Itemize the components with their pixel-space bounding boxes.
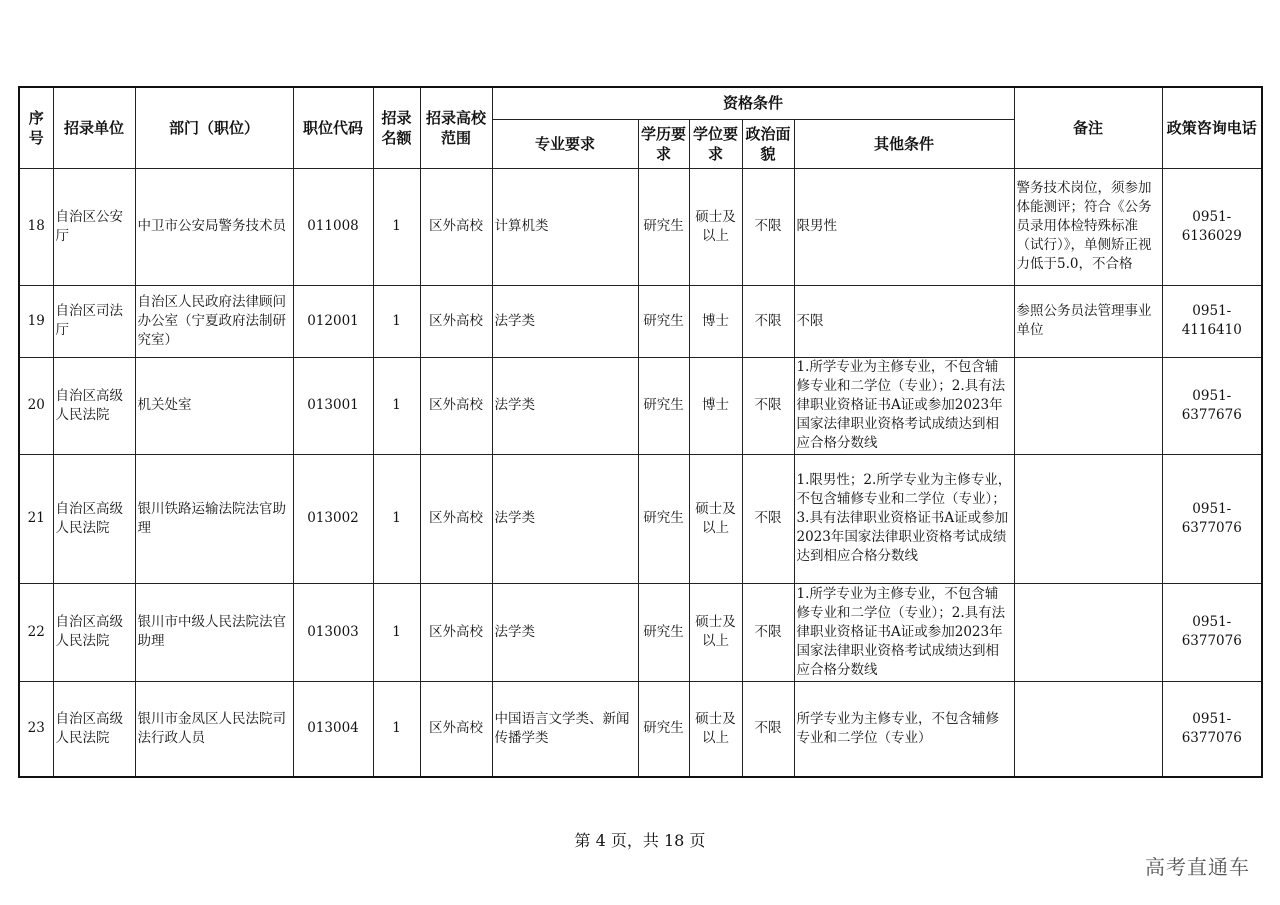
cell-remarks [1014, 454, 1162, 583]
cell-phone: 0951-6136029 [1162, 168, 1262, 285]
cell-unit: 自治区高级人民法院 [53, 681, 135, 777]
cell-political: 不限 [742, 583, 794, 681]
cell-quota: 1 [373, 285, 420, 357]
cell-remarks [1014, 681, 1162, 777]
cell-dept: 中卫市公安局警务技术员 [135, 168, 293, 285]
cell-major: 法学类 [492, 357, 638, 454]
cell-seq: 21 [19, 454, 53, 583]
cell-quota: 1 [373, 357, 420, 454]
cell-phone: 0951-6377076 [1162, 681, 1262, 777]
cell-degree: 硕士及以上 [689, 168, 742, 285]
cell-seq: 18 [19, 168, 53, 285]
cell-phone: 0951-6377676 [1162, 357, 1262, 454]
cell-remarks [1014, 583, 1162, 681]
page-footer: 第 4 页，共 18 页 [574, 831, 706, 850]
watermark: 高考直通车 [1145, 855, 1250, 879]
header-code: 职位代码 [293, 87, 373, 168]
cell-code: 013003 [293, 583, 373, 681]
cell-education: 研究生 [638, 357, 689, 454]
cell-unit: 自治区高级人民法院 [53, 454, 135, 583]
cell-degree: 博士 [689, 357, 742, 454]
header-phone: 政策咨询电话 [1162, 87, 1262, 168]
cell-major: 法学类 [492, 285, 638, 357]
cell-unit: 自治区司法厅 [53, 285, 135, 357]
table-row [19, 357, 1262, 454]
cell-political: 不限 [742, 168, 794, 285]
cell-degree: 硕士及以上 [689, 681, 742, 777]
cell-education: 研究生 [638, 454, 689, 583]
cell-other: 所学专业为主修专业，不包含辅修专业和二学位（专业） [794, 681, 1014, 777]
cell-other: 限男性 [794, 168, 1014, 285]
cell-major: 法学类 [492, 583, 638, 681]
cell-seq: 23 [19, 681, 53, 777]
cell-other: 1.限男性；2.所学专业为主修专业，不包含辅修专业和二学位（专业）；3.具有法律职业资格证书A证或参加2023年国家法律职业资格考试成绩达到相应合格分数线 [794, 454, 1014, 583]
cell-seq: 19 [19, 285, 53, 357]
cell-remarks: 参照公务员法管理事业单位 [1014, 285, 1162, 357]
header-unit: 招录单位 [53, 87, 135, 168]
recruitment-table [18, 86, 1263, 778]
cell-education: 研究生 [638, 583, 689, 681]
table-row [19, 681, 1262, 777]
cell-quota: 1 [373, 454, 420, 583]
cell-code: 013004 [293, 681, 373, 777]
table-row [19, 454, 1262, 583]
header-education: 学历要求 [638, 119, 689, 168]
cell-quota: 1 [373, 168, 420, 285]
cell-major: 计算机类 [492, 168, 638, 285]
cell-phone: 0951-6377076 [1162, 583, 1262, 681]
cell-code: 012001 [293, 285, 373, 357]
cell-unit: 自治区高级人民法院 [53, 357, 135, 454]
header-scope: 招录高校范围 [420, 87, 492, 168]
cell-code: 011008 [293, 168, 373, 285]
cell-other: 1.所学专业为主修专业，不包含辅修专业和二学位（专业）；2.具有法律职业资格证书A证或参加2023年国家法律职业资格考试成绩达到相应合格分数线 [794, 583, 1014, 681]
cell-quota: 1 [373, 583, 420, 681]
table-row [19, 168, 1262, 285]
table-row [19, 583, 1262, 681]
cell-phone: 0951-6377076 [1162, 454, 1262, 583]
cell-seq: 20 [19, 357, 53, 454]
cell-phone: 0951-4116410 [1162, 285, 1262, 357]
cell-political: 不限 [742, 681, 794, 777]
cell-code: 013002 [293, 454, 373, 583]
header-dept: 部门（职位） [135, 87, 293, 168]
cell-education: 研究生 [638, 285, 689, 357]
table-row [19, 285, 1262, 357]
cell-unit: 自治区高级人民法院 [53, 583, 135, 681]
cell-other: 1.所学专业为主修专业，不包含辅修专业和二学位（专业）；2.具有法律职业资格证书A证或参加2023年国家法律职业资格考试成绩达到相应合格分数线 [794, 357, 1014, 454]
cell-dept: 银川市金凤区人民法院司法行政人员 [135, 681, 293, 777]
header-major: 专业要求 [492, 119, 638, 168]
cell-political: 不限 [742, 357, 794, 454]
cell-scope: 区外高校 [420, 168, 492, 285]
header-political: 政治面貌 [742, 119, 794, 168]
cell-scope: 区外高校 [420, 357, 492, 454]
header-other: 其他条件 [794, 119, 1014, 168]
cell-dept: 银川市中级人民法院法官助理 [135, 583, 293, 681]
cell-education: 研究生 [638, 168, 689, 285]
cell-code: 013001 [293, 357, 373, 454]
cell-dept: 银川铁路运输法院法官助理 [135, 454, 293, 583]
cell-major: 法学类 [492, 454, 638, 583]
cell-major: 中国语言文学类、新闻传播学类 [492, 681, 638, 777]
cell-quota: 1 [373, 681, 420, 777]
cell-scope: 区外高校 [420, 583, 492, 681]
cell-remarks [1014, 357, 1162, 454]
cell-scope: 区外高校 [420, 454, 492, 583]
cell-degree: 硕士及以上 [689, 583, 742, 681]
header-degree: 学位要求 [689, 119, 742, 168]
cell-unit: 自治区公安厅 [53, 168, 135, 285]
cell-political: 不限 [742, 285, 794, 357]
cell-degree: 硕士及以上 [689, 454, 742, 583]
cell-education: 研究生 [638, 681, 689, 777]
cell-scope: 区外高校 [420, 681, 492, 777]
cell-seq: 22 [19, 583, 53, 681]
cell-degree: 博士 [689, 285, 742, 357]
cell-dept: 自治区人民政府法律顾问办公室（宁夏政府法制研究室） [135, 285, 293, 357]
header-seq: 序号 [19, 87, 53, 168]
cell-dept: 机关处室 [135, 357, 293, 454]
cell-scope: 区外高校 [420, 285, 492, 357]
cell-remarks: 警务技术岗位，须参加体能测评；符合《公务员录用体检特殊标准（试行）》，单侧矫正视力低于5.0，不合格 [1014, 168, 1162, 285]
header-remarks: 备注 [1014, 87, 1162, 168]
header-quota: 招录名额 [373, 87, 420, 168]
header-qualification: 资格条件 [492, 87, 1014, 119]
cell-other: 不限 [794, 285, 1014, 357]
cell-political: 不限 [742, 454, 794, 583]
